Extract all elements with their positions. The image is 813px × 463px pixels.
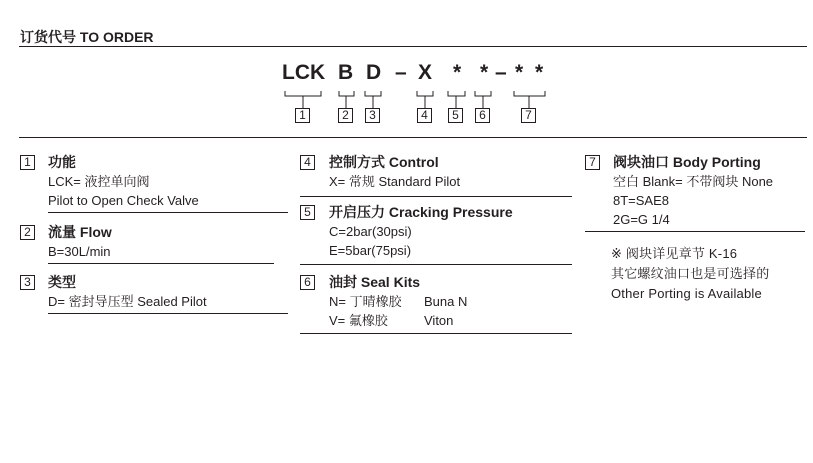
section-seal-kits: [329, 273, 468, 330]
section-control: [329, 153, 460, 191]
section-number-3: 3: [20, 275, 35, 290]
section-underline: [48, 263, 274, 264]
option-line: 2G=G 1/4: [613, 212, 670, 227]
section-underline: [300, 196, 572, 197]
note-line: ※ 阀块详见章节 K-16: [611, 246, 738, 261]
option-line: X= 常规 Standard Pilot: [329, 174, 461, 189]
section-number-4: 4: [300, 155, 315, 170]
section-number-2: 2: [20, 225, 35, 240]
option-line: N= 丁晴橡胶: [329, 294, 402, 309]
section-cracking-pressure: [329, 203, 513, 260]
code-token-dash: –: [395, 61, 407, 84]
section-underline: [300, 333, 572, 334]
section-underline: [300, 264, 572, 265]
position-box-4: 4: [417, 108, 432, 123]
option-line: Buna N: [424, 294, 468, 309]
option-line: E=5bar(75psi): [329, 243, 412, 258]
section-heading: 阀块油口 Body Porting: [613, 154, 761, 170]
section-underline: [48, 313, 288, 314]
code-token-b: B: [338, 61, 354, 84]
section-heading: 流量 Flow: [48, 224, 112, 240]
section-title: 订货代号 TO ORDER: [20, 29, 154, 45]
section-underline: [48, 212, 288, 213]
note-line: 其它螺纹油口也是可选择的: [611, 266, 770, 281]
section-type: [48, 273, 207, 311]
position-box-3: 3: [365, 108, 380, 123]
section-number-1: 1: [20, 155, 35, 170]
option-line: V= 氟橡胶: [329, 313, 388, 328]
code-token-dash: –: [495, 61, 507, 84]
option-line: C=2bar(30psi): [329, 224, 412, 239]
section-heading: 油封 Seal Kits: [329, 274, 421, 290]
option-line: D= 密封导压型 Sealed Pilot: [48, 294, 207, 309]
position-box-5: 5: [448, 108, 463, 123]
divider-rule: [19, 137, 807, 138]
code-token-star: *: [480, 61, 489, 84]
section-heading: 控制方式 Control: [329, 154, 439, 170]
option-line: 8T=SAE8: [613, 193, 670, 208]
code-token-x: X: [418, 61, 433, 84]
option-line: 空白 Blank= 不带阀块 None: [613, 174, 774, 189]
section-body-porting: [613, 153, 773, 229]
code-token-star: *: [535, 61, 544, 84]
section-number-6: 6: [300, 275, 315, 290]
section-heading: 开启压力 Cracking Pressure: [329, 204, 513, 220]
position-box-1: 1: [295, 108, 310, 123]
section-underline: [585, 231, 805, 232]
section-heading: 功能: [48, 154, 76, 170]
option-line: B=30L/min: [48, 244, 111, 259]
code-token-star: *: [515, 61, 524, 84]
option-line: LCK= 液控单向阀: [48, 174, 150, 189]
option-line: Viton: [424, 313, 454, 328]
section-heading: 类型: [48, 274, 76, 290]
section-flow: [48, 223, 112, 261]
section-number-5: 5: [300, 205, 315, 220]
position-box-7: 7: [521, 108, 536, 123]
option-line: Pilot to Open Check Valve: [48, 193, 199, 208]
section-function: [48, 153, 199, 210]
section-number-7: 7: [585, 155, 600, 170]
position-box-2: 2: [338, 108, 353, 123]
note-line: Other Porting is Available: [611, 286, 762, 301]
code-token-d: D: [366, 61, 382, 84]
code-token-star: *: [453, 61, 462, 84]
porting-note: [611, 244, 769, 304]
code-token-lck: LCK: [282, 61, 326, 84]
position-box-6: 6: [475, 108, 490, 123]
